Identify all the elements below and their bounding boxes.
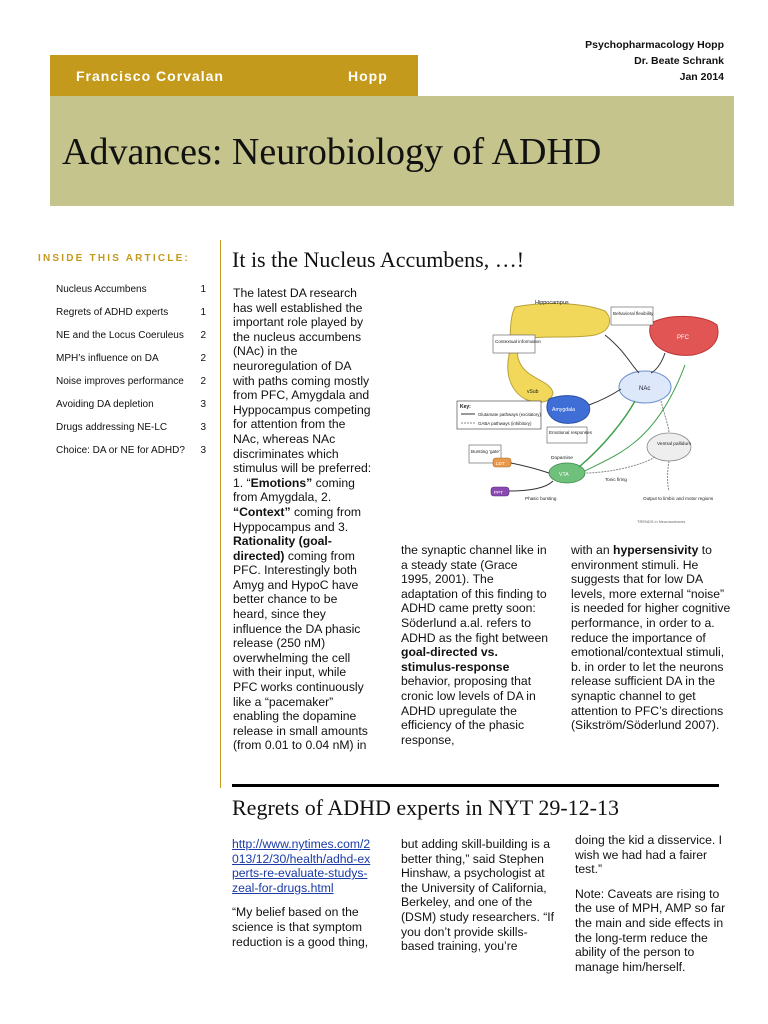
- header-teacher: Dr. Beate Schrank: [634, 55, 724, 67]
- toc-item-label: Choice: DA or NE for ADHD?: [56, 445, 185, 456]
- behavioral-label: Behavioral flexibility: [613, 311, 654, 316]
- toc-item[interactable]: [56, 353, 206, 364]
- toc-item-page: 3: [200, 445, 206, 456]
- article-column-2: but adding skill-building is a better thing,” said Stephen Hinshaw, a psychologist at the University of California, Berkeley, and one of the (DSM) study researchers. “If you don’t provide skills-based training, you’re: [401, 837, 555, 954]
- figure-credit: TRENDS in Neurosciences: [637, 519, 686, 524]
- header-date: Jan 2014: [679, 71, 724, 83]
- tonic-label: Tonic firing: [605, 477, 627, 482]
- ventral-pallidum-label: Ventral pallidum: [657, 442, 692, 447]
- output-label: Output to limbic and motor regions: [643, 496, 714, 501]
- author-tag: Hopp: [348, 68, 388, 84]
- toc-item-page: 3: [200, 422, 206, 433]
- vsub-label: vSub: [527, 389, 539, 395]
- amygdala-label: Amygdala: [552, 407, 576, 413]
- nac-label: NAc: [639, 386, 651, 392]
- toc-item-page: 3: [200, 399, 206, 410]
- author-name: Francisco Corvalan: [76, 68, 224, 84]
- toc-item-label: MPH’s influence on DA: [56, 353, 159, 364]
- toc-item-label: Regrets of ADHD experts: [56, 307, 169, 318]
- toc-item-page: 1: [200, 307, 206, 318]
- dopamine-label: Dopamine: [551, 456, 573, 461]
- toc-divider: [220, 240, 221, 788]
- ldt-label: LDT: [496, 461, 505, 466]
- article-column-1: http://www.nytimes.com/2013/12/30/health/adhd-experts-re-evaluate-studys-zeal-for-drugs.html “My belief based on the science is that symptom reduction is a good thing,: [232, 837, 371, 949]
- ppt-label: PPT: [494, 490, 503, 495]
- hippocampus-label: Hippocampus: [535, 300, 569, 306]
- article-column-1: The latest DA research has well established the important role played by the nucleus accumbens (NAc) in the neuroregulation of DA with paths coming mostly from PFC, Amygdala and Hyppocampus competing for attention from the NAc, whereas NAc discriminates which stimulus will be preferred: 1. “Emotions” coming from Amygdala, 2. “Context” coming from Hyppocampus and 3. Rationality (goal-directed) coming from PFC. Interestingly both Amyg and HypoC have better chance to be heard, since they influence the DA phasic release (250 nM) overwhelming the cell with their input, while PFC works continuously like a “pacemaker” enabling the dopamine release in small amounts (from 0.01 to 0.04 nM) in: [233, 286, 372, 753]
- article-column-2: the synaptic channel like in a steady state (Grace 1995, 2001). The adaptation of this finding to ADHD came pretty soon: Söderlund a.al. refers to ADHD as the fight between goal-directed vs. stimulus-response behavior, proposing that cronic low levels of DA in ADHD upregulate the efficiency of the phasic response,: [401, 543, 549, 747]
- toc-item[interactable]: [56, 307, 206, 318]
- toc-item[interactable]: [56, 376, 206, 387]
- toc-item-label: Nucleus Accumbens: [56, 284, 147, 295]
- emotional-label: Emotional responses: [549, 430, 592, 435]
- section-heading-nucleus-accumbens: It is the Nucleus Accumbens, …!: [232, 247, 525, 272]
- page-title: Advances: Neurobiology of ADHD: [62, 131, 602, 173]
- title-band: [50, 96, 734, 206]
- section-divider: [232, 784, 719, 787]
- toc-item[interactable]: [56, 422, 206, 433]
- toc-item-page: 2: [200, 353, 206, 364]
- toc-item[interactable]: [56, 284, 206, 295]
- toc-item-page: 2: [200, 330, 206, 341]
- glutamate-label: Glutamate pathways (excitatory): [478, 412, 541, 417]
- article-column-3: with an hypersensivity to environment stimuli. He suggests that for low DA levels, more external “noise” is needed for higher cognitive performance, in order to a. reduce the importance of emotional/contextual stimuli, b. in order to let the neurons release sufficient DA in the synaptic channel to get attention to PFC’s directions (Sikström/Söderlund 2007).: [571, 543, 731, 733]
- contextual-box: [493, 335, 535, 353]
- toc-item[interactable]: [56, 399, 206, 410]
- toc-heading: INSIDE THIS ARTICLE:: [38, 253, 190, 264]
- header-meta: [585, 37, 724, 85]
- toc-item-label: Drugs addressing NE-LC: [56, 422, 168, 433]
- toc-item-label: Noise improves performance: [56, 376, 184, 387]
- pfc-label: PFC: [677, 335, 689, 341]
- header-course: Psychopharmacology Hopp: [585, 39, 724, 51]
- toc-item[interactable]: [56, 330, 206, 341]
- toc-item-label: NE and the Locus Coeruleus: [56, 330, 184, 341]
- toc-item[interactable]: [56, 445, 206, 456]
- ventral-pallidum-shape: [647, 433, 691, 461]
- contextual-label: Contextual information: [495, 339, 541, 344]
- gaba-label: GABA pathways (inhibitory): [478, 421, 532, 426]
- author-bar: [50, 55, 418, 96]
- vta-label: VTA: [559, 472, 569, 478]
- section-heading-regrets: Regrets of ADHD experts in NYT 29-12-13: [232, 795, 619, 820]
- toc-item-label: Avoiding DA depletion: [56, 399, 154, 410]
- legend-title: Key:: [460, 404, 471, 410]
- nucleus-accumbens-diagram: [455, 295, 725, 529]
- toc-item-page: 2: [200, 376, 206, 387]
- behavioral-box: [611, 307, 653, 325]
- article-column-3: doing the kid a disservice. I wish we had had a fairer test.” Note: Caveats are rising to the use of MPH, AMP so far the main and side effects in the long-term reduce the ability of the person to manage him/herself.: [575, 833, 726, 974]
- bursting-label: Bursting 'gate': [471, 449, 500, 454]
- nyt-article-link[interactable]: http://www.nytimes.com/2013/12/30/health/adhd-experts-re-evaluate-studys-zeal-for-drugs.html: [232, 837, 371, 895]
- phasic-label: Phasic bursting: [525, 496, 557, 501]
- toc-item-page: 1: [200, 284, 206, 295]
